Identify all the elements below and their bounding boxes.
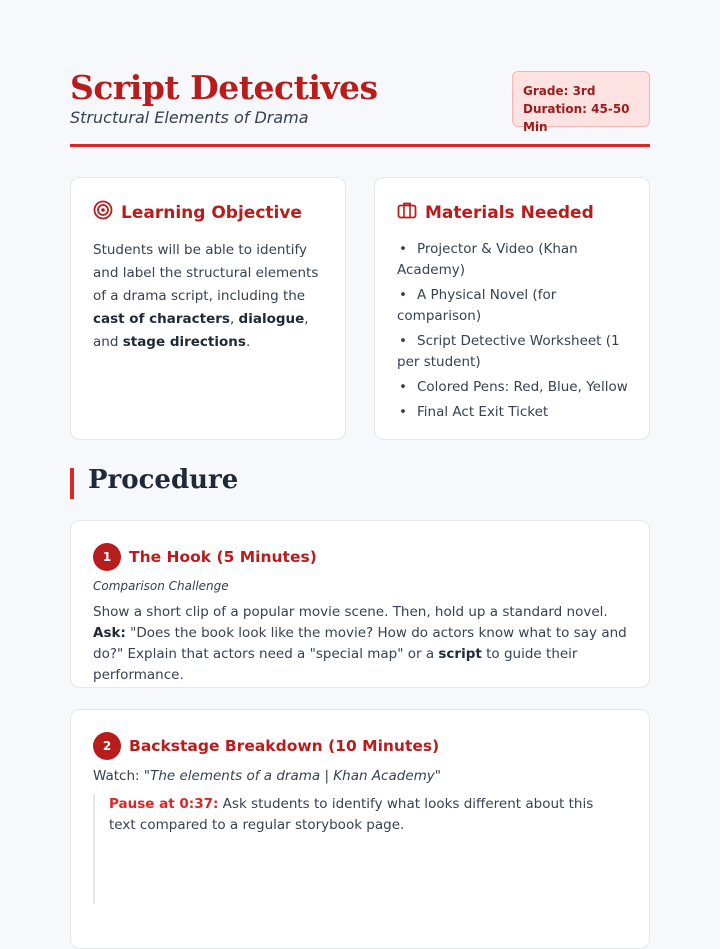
procedure-accent-bar [70,468,74,499]
materials-title: Materials Needed [425,202,594,223]
grade-duration-badge [512,71,650,134]
list-item: • Script Detective Worksheet (1 per student) [397,333,620,370]
step-number-badge: 1 [93,543,121,571]
grade-label: Grade: 3rd [523,84,596,98]
briefcase-icon [397,200,417,225]
header-divider [70,144,650,147]
step-subtitle: Comparison Challenge [93,579,229,593]
step-2-header [93,732,439,760]
header [70,68,650,148]
learning-objective-text: Students will be able to identify and label the structural elements of a drama script, including the cast of characters, dialogue, and stage directions. [93,242,319,350]
target-icon [93,200,113,225]
duration-label: Duration: 45-50 Min [523,102,630,134]
learning-objective-title: Learning Objective [121,202,302,223]
learning-objective-card [70,177,346,440]
list-item: • A Physical Novel (for comparison) [397,287,557,324]
learning-objective-heading [93,200,325,225]
page-subtitle: Structural Elements of Drama [70,108,309,127]
pause-note: Pause at 0:37: Ask students to identify what looks different about this text compared to a regular storybook page. [93,794,609,904]
step-title: Backstage Breakdown (10 Minutes) [129,737,440,755]
step-title: The Hook (5 Minutes) [129,548,317,566]
materials-card [374,177,650,440]
list-item: • Final Act Exit Ticket [399,404,549,420]
step-1-header [93,543,317,571]
page-title: Script Detectives [70,68,378,107]
watch-line: Watch: "The elements of a drama | Khan Academy" [93,768,441,784]
list-item: • Colored Pens: Red, Blue, Yellow [399,379,628,395]
materials-list [397,239,631,423]
step-number-badge: 2 [93,732,121,760]
list-item: • Projector & Video (Khan Academy) [397,241,578,278]
procedure-step-2 [70,709,650,949]
procedure-heading: Procedure [88,465,239,495]
materials-heading [397,200,631,225]
step-body: Show a short clip of a popular movie scene. Then, hold up a standard novel. Ask: "Does the book look like the movie? How do actors know what to say and do?" Explain that actors need a "special map" or a script to guide their performance. [93,604,627,683]
pause-label: Pause at 0:37: [109,796,219,812]
procedure-step-1 [70,520,650,688]
